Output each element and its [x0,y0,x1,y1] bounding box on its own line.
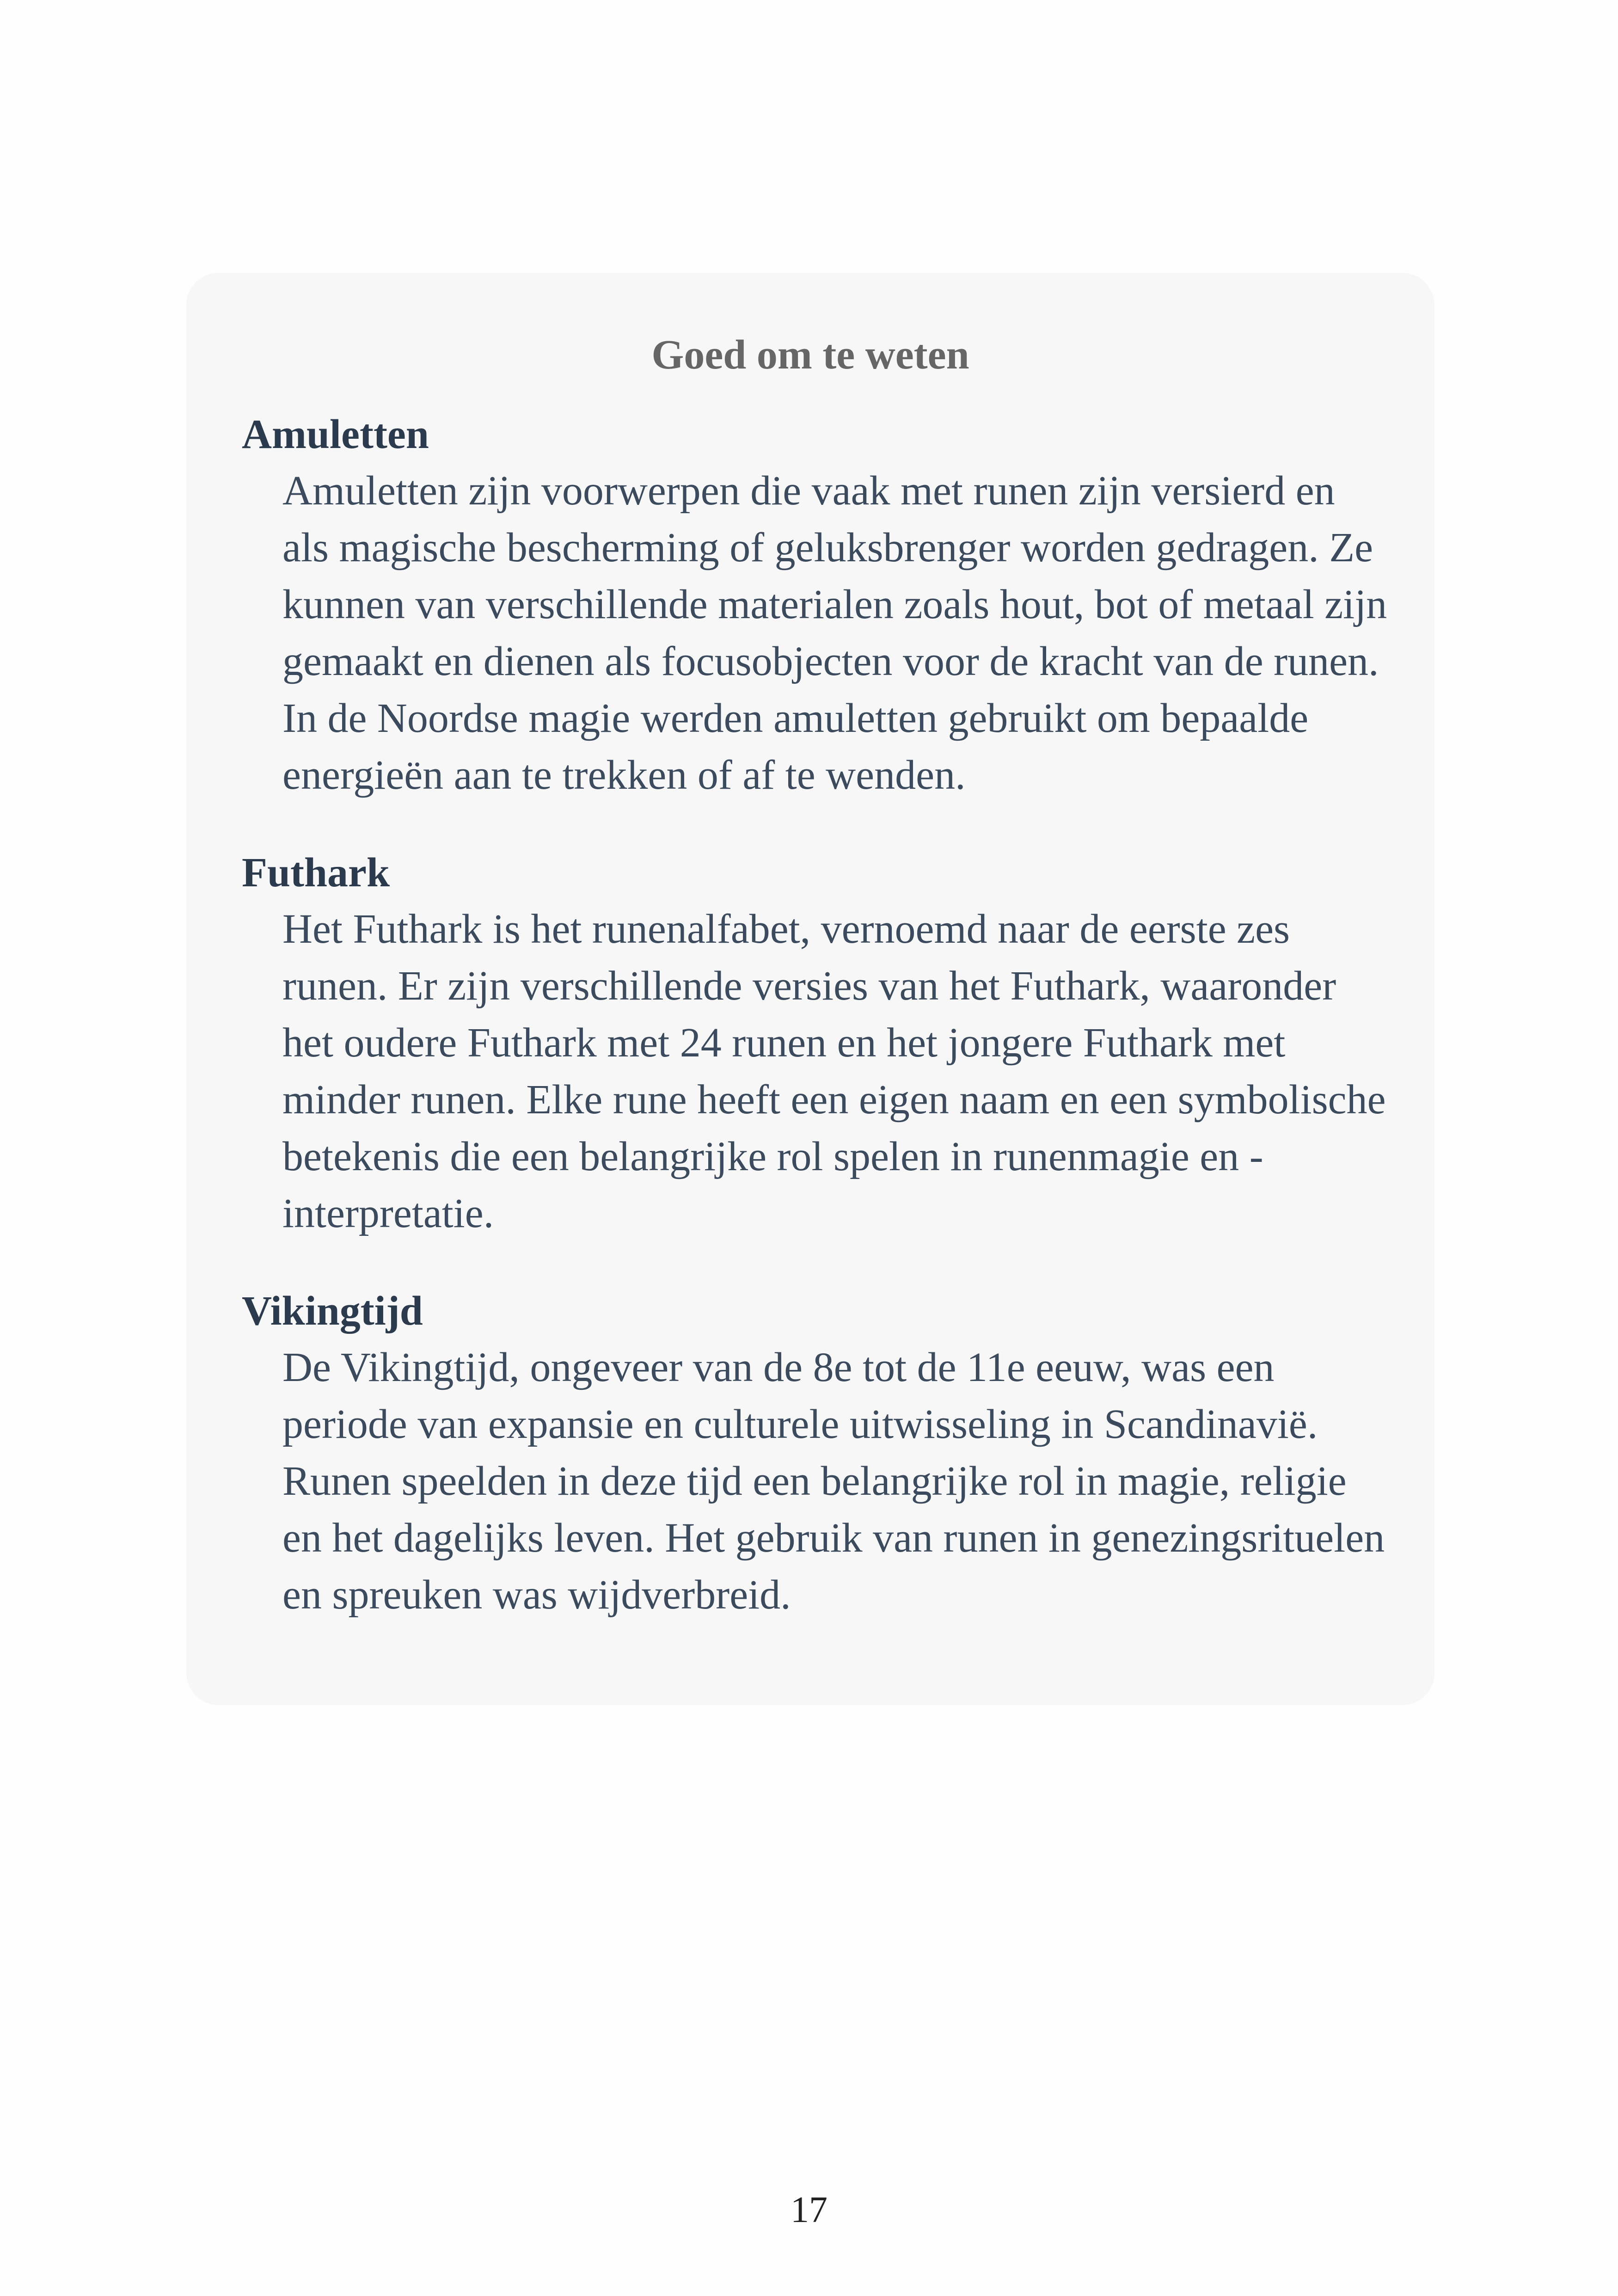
glossary-entry-amuletten [242,407,1388,804]
entry-term: Futhark [242,850,390,896]
entry-definition: Amuletten zijn voorwerpen die vaak met runen zijn versierd en als magische bescherming of geluksbrenger worden gedragen. Ze kunnen van verschillende materialen zoals hout, bot of metaal zijn gemaakt en dienen als focusobjecten voor de kracht van de runen. In de Noordse magie werden amuletten gebruikt om bepaalde energieën aan te trekken of af te wenden. [282,468,1387,798]
glossary-entry-futhark [242,845,1388,1242]
box-title: Goed om te weten [651,332,969,378]
entry-definition: De Vikingtijd, ongeveer van de 8e tot de 11e eeuw, was een periode van expansie en culturele uitwisseling in Scandinavië. Runen speelden in deze tijd een belangrijke rol in magie, religie en het dagelijks leven. Het gebruik van runen in genezingsrituelen en spreuken was wijdverbreid. [282,1344,1385,1618]
entry-definition: Het Futhark is het runenalfabet, vernoemd naar de eerste zes runen. Er zijn verschillende versies van het Futhark, waaronder het oudere Futhark met 24 runen en het jongere Futhark met minder runen. Elke rune heeft een eigen naam en een symbolische betekenis die een belangrijke rol spelen in runenmagie en -interpretatie. [282,906,1386,1236]
entry-term: Vikingtijd [242,1288,423,1334]
info-box [186,273,1434,1705]
page-number: 17 [791,2190,827,2230]
glossary-entry-vikingtijd [242,1283,1388,1623]
entry-term: Amuletten [242,411,429,457]
